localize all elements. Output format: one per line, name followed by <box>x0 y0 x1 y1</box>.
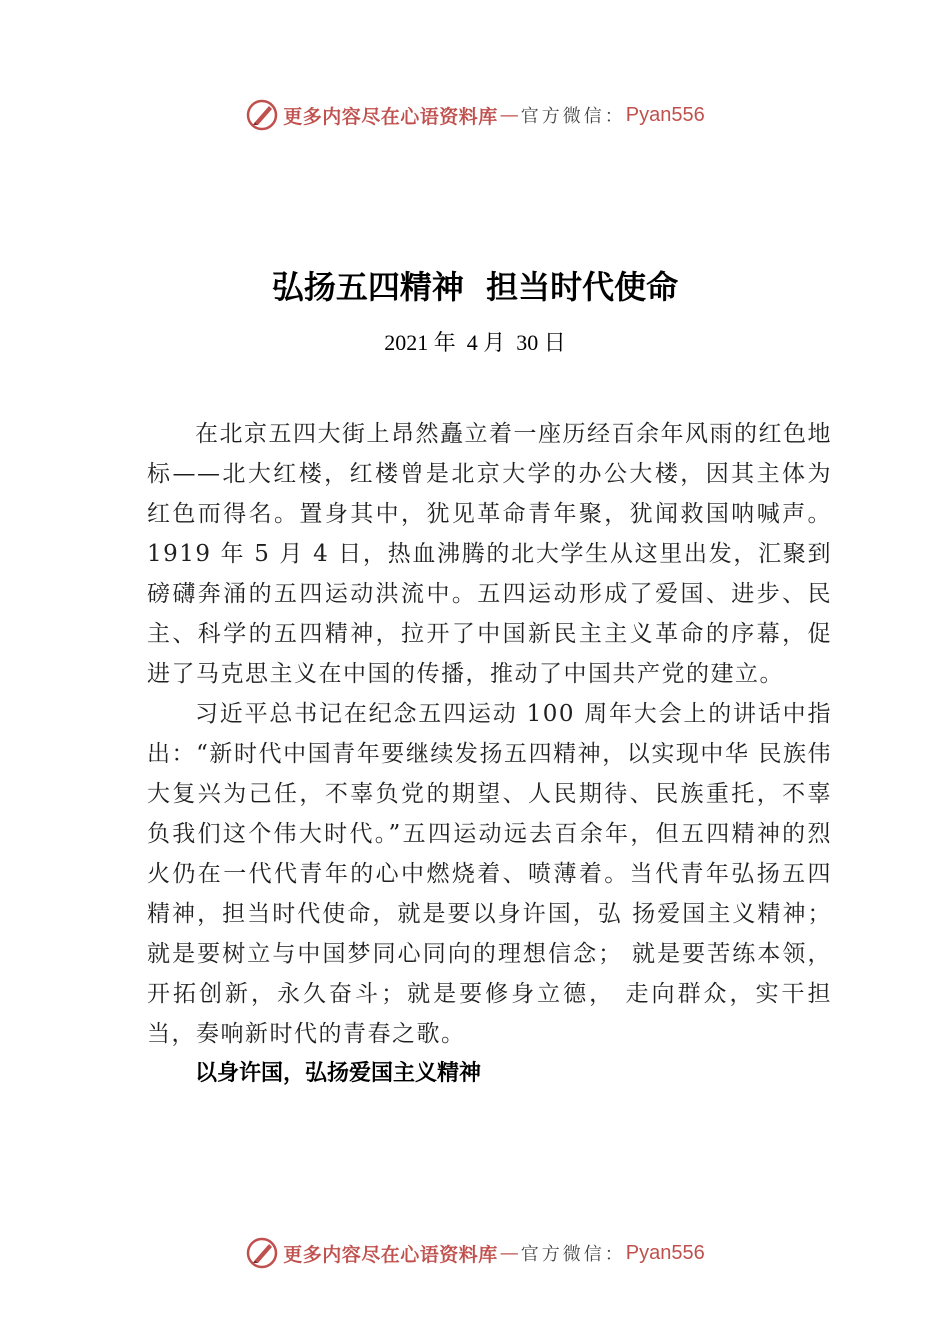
watermark-text: 更多内容尽在心语资料库 <box>283 1243 498 1266</box>
watermark-separator: — <box>499 1242 519 1264</box>
paragraph-2: 习近平总书记在纪念五四运动 100 周年大会上的讲话中指出：“新时代中国青年要继续发扬五四精神，以实现中华 民族伟大复兴为己任，不辜负党的期望、人民期待、民族重托，不辜负我们这个伟大时代。”五四运动远去百余年，但五四精神的烈火仍在一代代青年的心中燃烧着、喷薄着。当代青年弘扬五四精神，担当时代使命，就是要以身许国，弘 扬爱国主义精神；就是要树立与中国梦同心同向的理想信念； 就是要苦练本领，开拓创新，永久奋斗；就是要修身立德， 走向群众，实干担当，奏响新时代的青春之歌。 <box>147 701 832 1047</box>
watermark-banner-bottom <box>0 1233 950 1273</box>
pen-logo-icon <box>245 98 279 132</box>
watermark-wechat-id: Pyan556 <box>625 103 705 126</box>
paragraph-1: 在北京五四大街上昂然矗立着一座历经百余年风雨的红色地标——北大红楼，红楼曾是北京大学的办公大楼，因其主体为红色而得名。置身其中，犹见革命青年聚，犹闻救国呐喊声。1919 年 5 月 4 日，热血沸腾的北大学生从这里出发，汇聚到磅礴奔涌的五四运动洪流中。五四运动形成了爱国、进步、民主、科学的五四精神，拉开了中国新民主主义革命的序幕，促进了马克思主义在中国的传播，推动了中国共产党的建立。 <box>147 421 832 687</box>
document-date: 2021 年 4 月 30 日 <box>384 330 566 355</box>
document-body <box>147 414 832 1094</box>
watermark-text: 更多内容尽在心语资料库 <box>283 105 498 128</box>
watermark-wechat-id: Pyan556 <box>625 1241 705 1264</box>
document-title: 弘扬五四精神 担当时代使命 <box>271 268 679 306</box>
watermark-label: 官方微信： <box>520 106 626 127</box>
watermark-label: 官方微信： <box>520 1244 626 1265</box>
watermark-separator: — <box>499 104 519 126</box>
pen-logo-icon <box>245 1236 279 1270</box>
watermark-banner-top <box>0 95 950 135</box>
section-heading: 以身许国，弘扬爱国主义精神 <box>195 1061 482 1086</box>
